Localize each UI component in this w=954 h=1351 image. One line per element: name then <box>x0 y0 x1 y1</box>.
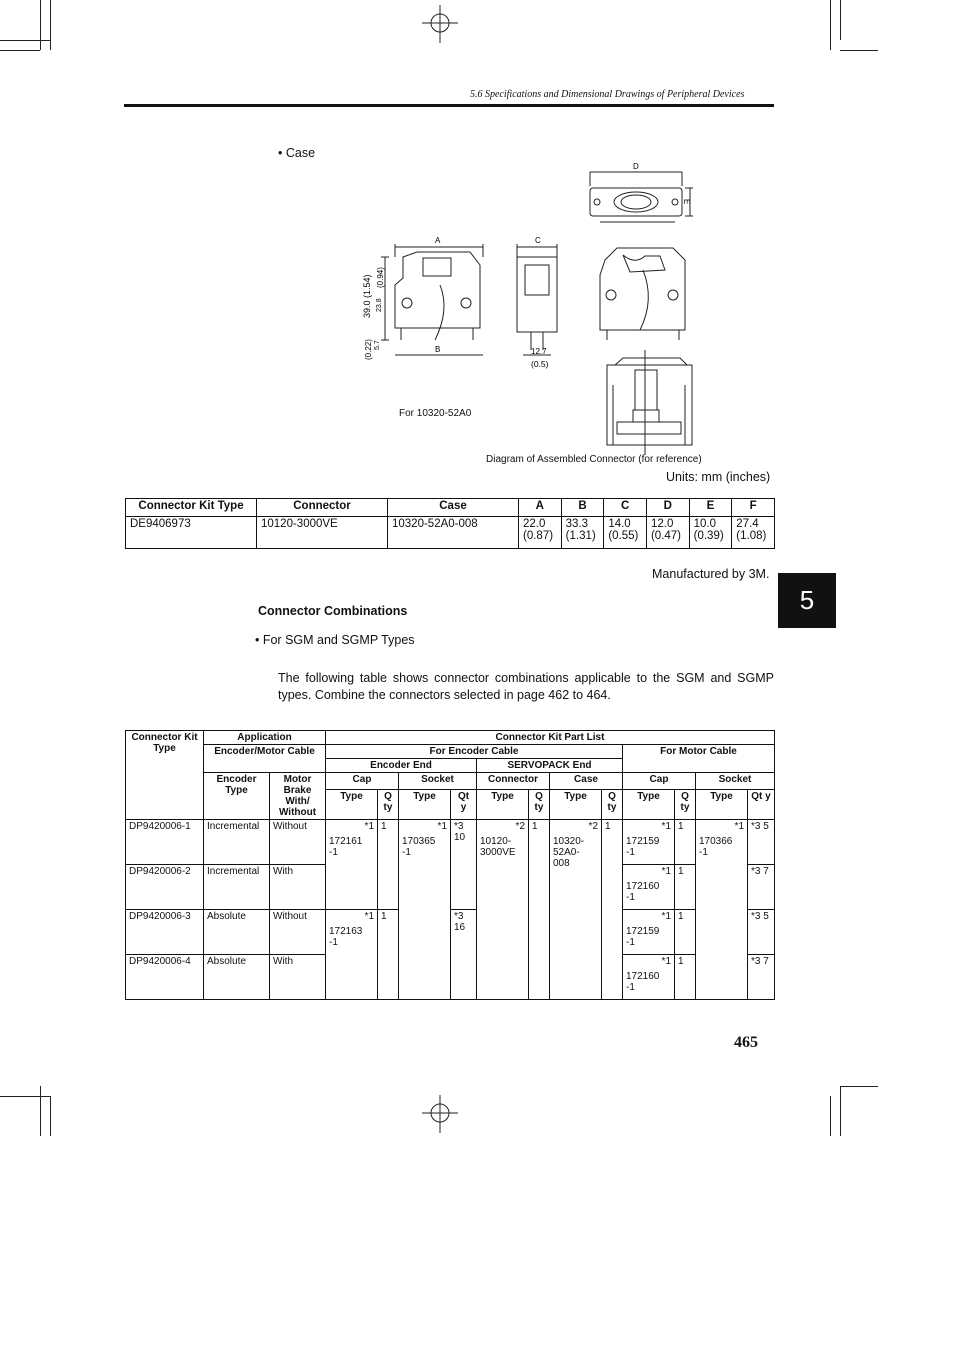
crop-mark <box>840 0 841 40</box>
table-header-cell: Q ty <box>378 789 399 819</box>
enc-socket-type-cell <box>399 820 451 1000</box>
note-mark: *1 <box>437 821 447 832</box>
kit-type-cell: DP9420006-4 <box>126 955 204 1000</box>
table-header-cell: Connector <box>257 499 388 517</box>
dim-d: D <box>633 162 639 171</box>
table-row <box>126 910 775 955</box>
encoder-type-cell: Absolute <box>204 910 270 955</box>
assembled-label: Diagram of Assembled Connector (for reference) <box>486 454 702 465</box>
table-header-row <box>126 773 775 790</box>
motor-cap-qty-cell: 1 <box>675 820 696 865</box>
dimension-table <box>125 498 775 549</box>
motor-cap-type-cell <box>623 820 675 865</box>
enc-socket-qty-cell: *3 10 <box>451 820 477 910</box>
table-header-cell: Type <box>550 789 602 819</box>
crop-mark <box>50 1096 51 1136</box>
units-label: Units: mm (inches) <box>666 470 771 484</box>
table-header-cell: Connector Kit Type <box>126 499 257 517</box>
crop-mark <box>0 1096 50 1097</box>
part-number: 172160 -1 <box>626 971 660 993</box>
table-header-cell: Socket <box>399 773 477 790</box>
motor-socket-qty-cell: *3 5 <box>748 910 775 955</box>
encoder-type-cell: Incremental <box>204 820 270 865</box>
table-header-cell: Cap <box>623 773 696 790</box>
page-number: 465 <box>734 1034 758 1051</box>
kit-type-cell: DP9420006-3 <box>126 910 204 955</box>
table-header-cell: Encoder/Motor Cable <box>204 745 326 773</box>
part-number: 172159 -1 <box>626 926 660 948</box>
intro-paragraph: The following table shows connector combinations applicable to the SGM and SGMP types. Combine the connectors selected in page 462 to 464. <box>278 671 774 702</box>
note-mark: *1 <box>734 821 744 832</box>
table-row <box>126 517 775 549</box>
part-number: 172159 -1 <box>626 836 660 858</box>
table-header-cell: Type <box>399 789 451 819</box>
sp-connector-qty-cell: 1 <box>529 820 550 1000</box>
table-header-cell: SERVOPACK End <box>477 759 623 773</box>
motor-socket-qty-cell: *3 7 <box>748 865 775 910</box>
running-header: 5.6 Specifications and Dimensional Drawings of Peripheral Devices <box>470 89 745 100</box>
crop-mark <box>830 0 831 50</box>
encoder-type-cell: Incremental <box>204 865 270 910</box>
dim-b: B <box>435 345 441 354</box>
sp-case-type-cell <box>550 820 602 1000</box>
inner-height-mm: 23.8 <box>376 298 383 312</box>
enc-cap-qty-cell: 1 <box>378 820 399 910</box>
enc-cap-type-cell <box>326 820 378 910</box>
note-mark: *1 <box>364 911 374 922</box>
inner-height-in: (0.94) <box>376 267 385 288</box>
table-cell: 14.0 (0.55) <box>604 517 647 549</box>
chapter-tab: 5 <box>778 573 836 628</box>
sp-connector-type-cell <box>477 820 529 1000</box>
motor-socket-qty-cell: *3 7 <box>748 955 775 1000</box>
part-number: 170365 -1 <box>402 836 436 858</box>
note-mark: *1 <box>661 866 671 877</box>
part-number: 172163 -1 <box>329 926 363 948</box>
table-row <box>126 820 775 865</box>
table-header-cell: Type <box>696 789 748 819</box>
table-cell: 22.0 (0.87) <box>519 517 562 549</box>
part-number: 170366 -1 <box>699 836 733 858</box>
table-header-cell: Type <box>477 789 529 819</box>
motor-cap-qty-cell: 1 <box>675 955 696 1000</box>
part-number: 172160 -1 <box>626 881 660 903</box>
motor-cap-qty-cell: 1 <box>675 865 696 910</box>
crop-mark <box>840 1086 841 1136</box>
part-number: 172161 -1 <box>329 836 363 858</box>
table-header-cell: Motor Brake With/ Without <box>270 773 326 820</box>
table-header-cell: Type <box>326 789 378 819</box>
table-header-cell: A <box>519 499 562 517</box>
registration-mark <box>420 5 460 45</box>
brake-cell: With <box>270 865 326 910</box>
motor-cap-type-cell <box>623 865 675 910</box>
table-header-cell: Qt y <box>451 789 477 819</box>
dim-a: A <box>435 236 441 245</box>
crop-mark <box>840 50 878 51</box>
registration-mark <box>420 1095 460 1135</box>
table-cell: 10120-3000VE <box>257 517 388 549</box>
crop-mark <box>840 1086 878 1087</box>
table-header-cell: Cap <box>326 773 399 790</box>
table-header-cell: Q ty <box>602 789 623 819</box>
enc-socket-qty-cell: *3 16 <box>451 910 477 1000</box>
section-title: Connector Combinations <box>258 604 408 618</box>
enc-cap-qty-cell: 1 <box>378 910 399 1000</box>
dim-e: E <box>682 199 691 205</box>
base-in: (0.22) <box>364 339 373 360</box>
note-mark: *1 <box>661 821 671 832</box>
table-cell: 10.0 (0.39) <box>689 517 732 549</box>
for-label: For 10320-52A0 <box>399 408 472 419</box>
kit-type-cell: DP9420006-2 <box>126 865 204 910</box>
crop-mark <box>40 1086 41 1136</box>
motor-cap-qty-cell: 1 <box>675 910 696 955</box>
crop-mark <box>830 1096 831 1136</box>
table-cell: 12.0 (0.47) <box>646 517 689 549</box>
table-header-row <box>126 499 775 517</box>
crop-mark <box>40 0 41 50</box>
width-in: (0.5) <box>531 359 549 369</box>
base-mm: 5.7 <box>374 340 381 350</box>
table-cell: DE9406973 <box>126 517 257 549</box>
width-mm: 12.7 <box>531 347 547 356</box>
manufacturer-note: Manufactured by 3M. <box>652 567 770 581</box>
table-header-row <box>126 745 775 759</box>
table-header-cell: Q ty <box>675 789 696 819</box>
note-mark: *1 <box>661 956 671 967</box>
note-mark: *2 <box>588 821 598 832</box>
table-header-cell: D <box>646 499 689 517</box>
table-header-cell: Socket <box>696 773 775 790</box>
part-number: 10120- 3000VE <box>480 836 516 858</box>
part-number: 10320- 52A0- 008 <box>553 836 585 869</box>
kit-type-cell: DP9420006-1 <box>126 820 204 865</box>
crop-mark <box>0 40 50 41</box>
table-cell: 27.4 (1.08) <box>732 517 775 549</box>
case-label: • Case <box>278 146 316 160</box>
table-header-row <box>126 731 775 745</box>
table-cell: 33.3 (1.31) <box>561 517 604 549</box>
table-header-cell: Application <box>204 731 326 745</box>
brake-cell: With <box>270 955 326 1000</box>
table-header-cell: Encoder Type <box>204 773 270 820</box>
note-mark: *1 <box>364 821 374 832</box>
table-header-cell: C <box>604 499 647 517</box>
crop-mark <box>0 50 40 51</box>
note-mark: *1 <box>661 911 671 922</box>
motor-socket-qty-cell: *3 5 <box>748 820 775 865</box>
table-header-cell: For Encoder Cable <box>326 745 623 759</box>
table-header-cell: Case <box>388 499 519 517</box>
table-header-cell: Type <box>623 789 675 819</box>
connector-combinations-table <box>125 730 775 1000</box>
motor-socket-type-cell <box>696 820 748 1000</box>
table-header-cell: For Motor Cable <box>623 745 775 773</box>
table-header-cell: F <box>732 499 775 517</box>
table-header-cell: Case <box>550 773 623 790</box>
header-rule <box>124 104 774 107</box>
brake-cell: Without <box>270 910 326 955</box>
table-header-cell: Connector Kit Type <box>126 731 204 820</box>
dim-c: C <box>535 236 541 245</box>
enc-cap-type-cell <box>326 910 378 1000</box>
sp-case-qty-cell: 1 <box>602 820 623 1000</box>
table-header-cell: Connector Kit Part List <box>326 731 775 745</box>
table-header-cell: Q ty <box>529 789 550 819</box>
table-header-cell: B <box>561 499 604 517</box>
motor-cap-type-cell <box>623 955 675 1000</box>
brake-cell: Without <box>270 820 326 865</box>
table-header-cell: E <box>689 499 732 517</box>
crop-mark <box>50 0 51 50</box>
table-header-cell: Connector <box>477 773 550 790</box>
table-header-cell: Qt y <box>748 789 775 819</box>
height-label: 39.0 (1.54) <box>362 274 372 318</box>
table-header-cell: Encoder End <box>326 759 477 773</box>
table-cell: 10320-52A0-008 <box>388 517 519 549</box>
note-mark: *2 <box>515 821 525 832</box>
encoder-type-cell: Absolute <box>204 955 270 1000</box>
bullet-item: • For SGM and SGMP Types <box>255 633 415 647</box>
motor-cap-type-cell <box>623 910 675 955</box>
